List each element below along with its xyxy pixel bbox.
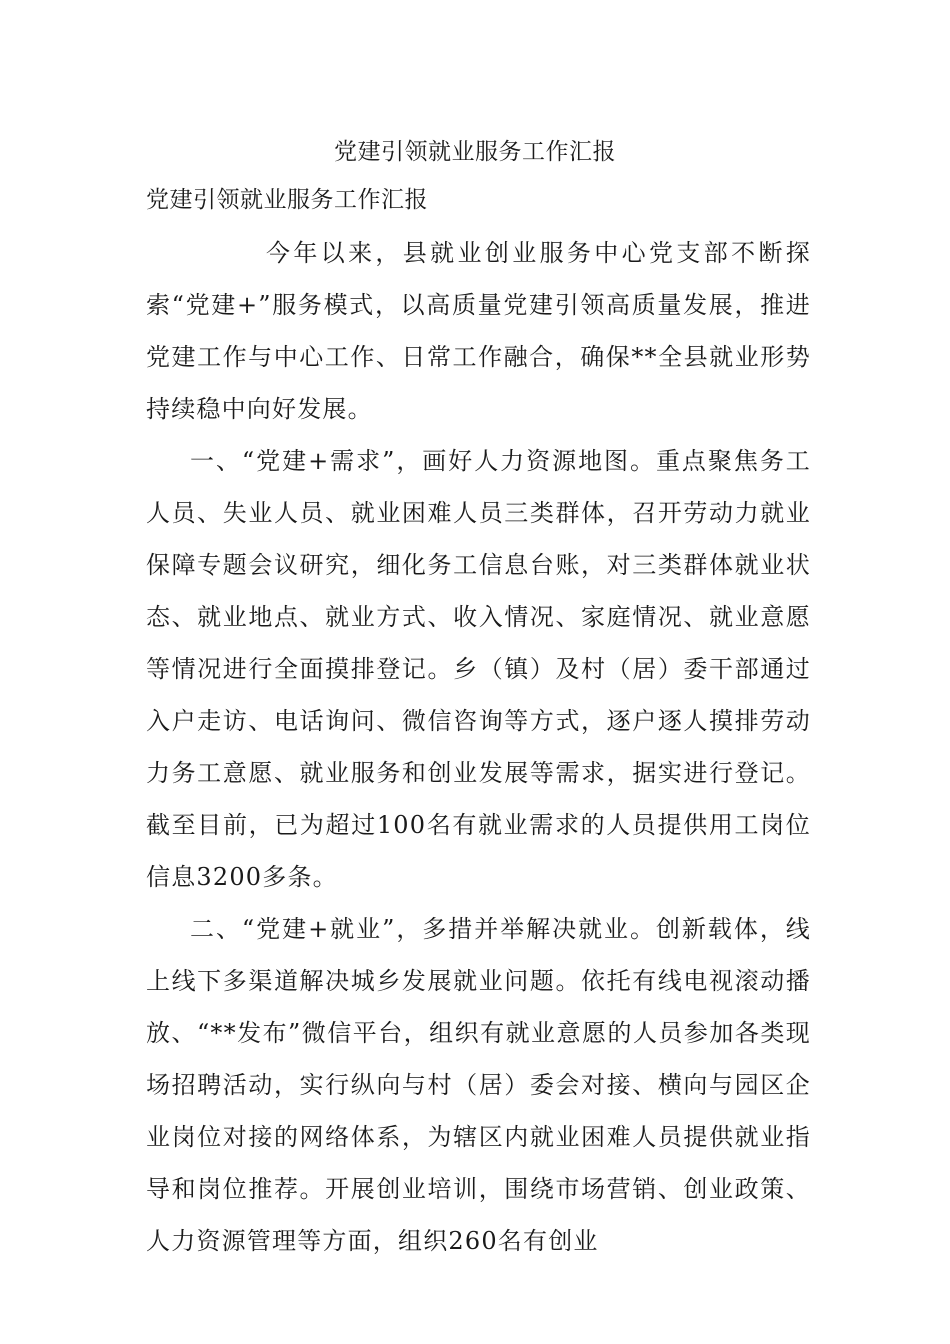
paragraph-section-two: 二、“党建+就业”，多措并举解决就业。创新载体，线上线下多渠道解决城乡发展就业问题。依托有线电视滚动播放、“**发布”微信平台，组织有就业意愿的人员参加各类现场招聘活动，实行纵向与村（居）委会对接、横向与园区企业岗位对接的网络体系，为辖区内就业困难人员提供就业指导和岗位推荐。开展创业培训，围绕市场营销、创业政策、人力资源管理等方面，组织260名有创业 xyxy=(146,915,811,1255)
document-subtitle: 党建引领就业服务工作汇报 xyxy=(146,187,428,213)
document-title: 党建引领就业服务工作汇报 xyxy=(334,139,616,165)
document-body xyxy=(146,227,811,1267)
paragraph-intro: 今年以来，县就业创业服务中心党支部不断探索“党建+”服务模式，以高质量党建引领高质量发展，推进党建工作与中心工作、日常工作融合，确保**全县就业形势持续稳中向好发展。 xyxy=(146,239,811,423)
paragraph-section-one: 一、“党建+需求”，画好人力资源地图。重点聚焦务工人员、失业人员、就业困难人员三类群体，召开劳动力就业保障专题会议研究，细化务工信息台账，对三类群体就业状态、就业地点、就业方式、收入情况、家庭情况、就业意愿等情况进行全面摸排登记。乡（镇）及村（居）委干部通过入户走访、电话询问、微信咨询等方式，逐户逐人摸排劳动力务工意愿、就业服务和创业发展等需求，据实进行登记。截至目前，已为超过100名有就业需求的人员提供用工岗位信息3200多条。 xyxy=(146,447,811,891)
